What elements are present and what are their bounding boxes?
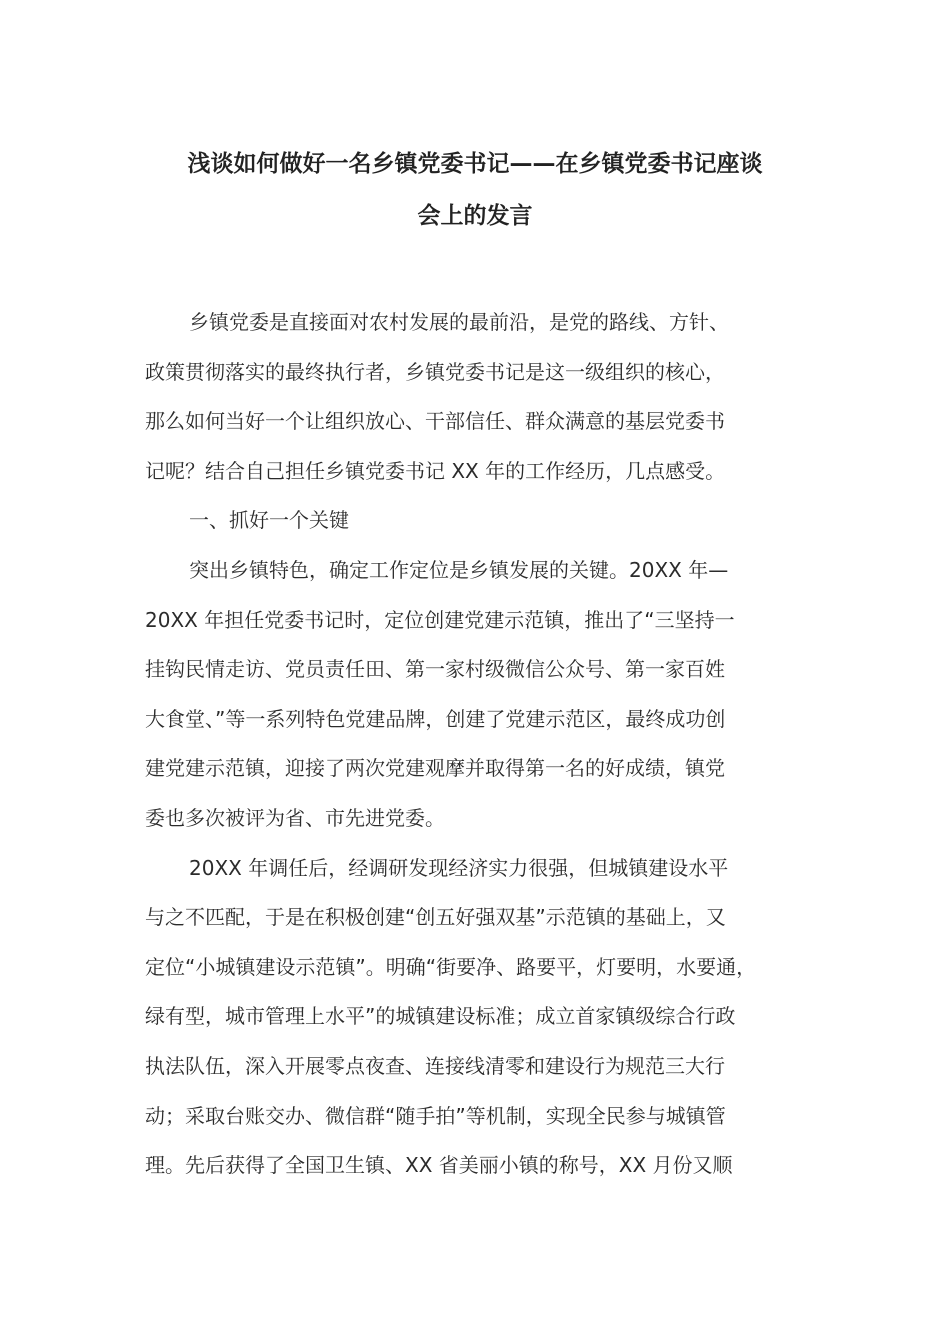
body-line: 政策贯彻落实的最终执行者，乡镇党委书记是这一级组织的核心， <box>145 359 725 384</box>
body-line: 定位“小城镇建设示范镇”。明确“街要净、路要平，灯要明，水要通， <box>145 954 757 979</box>
body-line: 执法队伍，深入开展零点夜查、连接线清零和建设行为规范三大行 <box>145 1053 725 1078</box>
body-line: 挂钩民情走访、党员责任田、第一家村级微信公众号、第一家百姓 <box>145 657 725 682</box>
document-title <box>120 138 830 242</box>
title-line-2: 会上的发言 <box>417 203 533 229</box>
body-line: 绿有型，城市管理上水平”的城镇建设标准；成立首家镇级综合行政 <box>145 1004 736 1029</box>
title-line-1: 浅谈如何做好一名乡镇党委书记——在乡镇党委书记座谈 <box>187 151 763 177</box>
body-line: 与之不匹配，于是在积极创建“创五好强双基”示范镇的基础上，又 <box>145 905 726 930</box>
body-line: 大食堂、”等一系列特色党建品牌，创建了党建示范区，最终成功创 <box>145 706 726 731</box>
body-line: 突出乡镇特色，确定工作定位是乡镇发展的关键。20XX 年— <box>189 557 729 582</box>
body-line: 动；采取台账交办、微信群“随手拍”等机制，实现全民参与城镇管 <box>145 1103 726 1128</box>
body-line: 理。先后获得了全国卫生镇、XX 省美丽小镇的称号，XX 月份又顺 <box>145 1153 733 1178</box>
body-line: 20XX 年担任党委书记时，定位创建党建示范镇，推出了“三坚持一 <box>145 607 735 632</box>
section-heading: 一、抓好一个关键 <box>189 508 349 533</box>
body-line: 委也多次被评为省、市先进党委。 <box>145 805 445 830</box>
body-line: 那么如何当好一个让组织放心、干部信任、群众满意的基层党委书 <box>145 409 725 434</box>
body-line: 乡镇党委是直接面对农村发展的最前沿，是党的路线、方针、 <box>189 310 729 334</box>
body-line: 20XX 年调任后，经调研发现经济实力很强，但城镇建设水平 <box>189 855 729 880</box>
body-line: 建党建示范镇，迎接了两次党建观摩并取得第一名的好成绩，镇党 <box>145 756 725 781</box>
document-body <box>145 298 825 1191</box>
body-line: 记呢？结合自己担任乡镇党委书记 XX 年的工作经历，几点感受。 <box>145 458 726 483</box>
